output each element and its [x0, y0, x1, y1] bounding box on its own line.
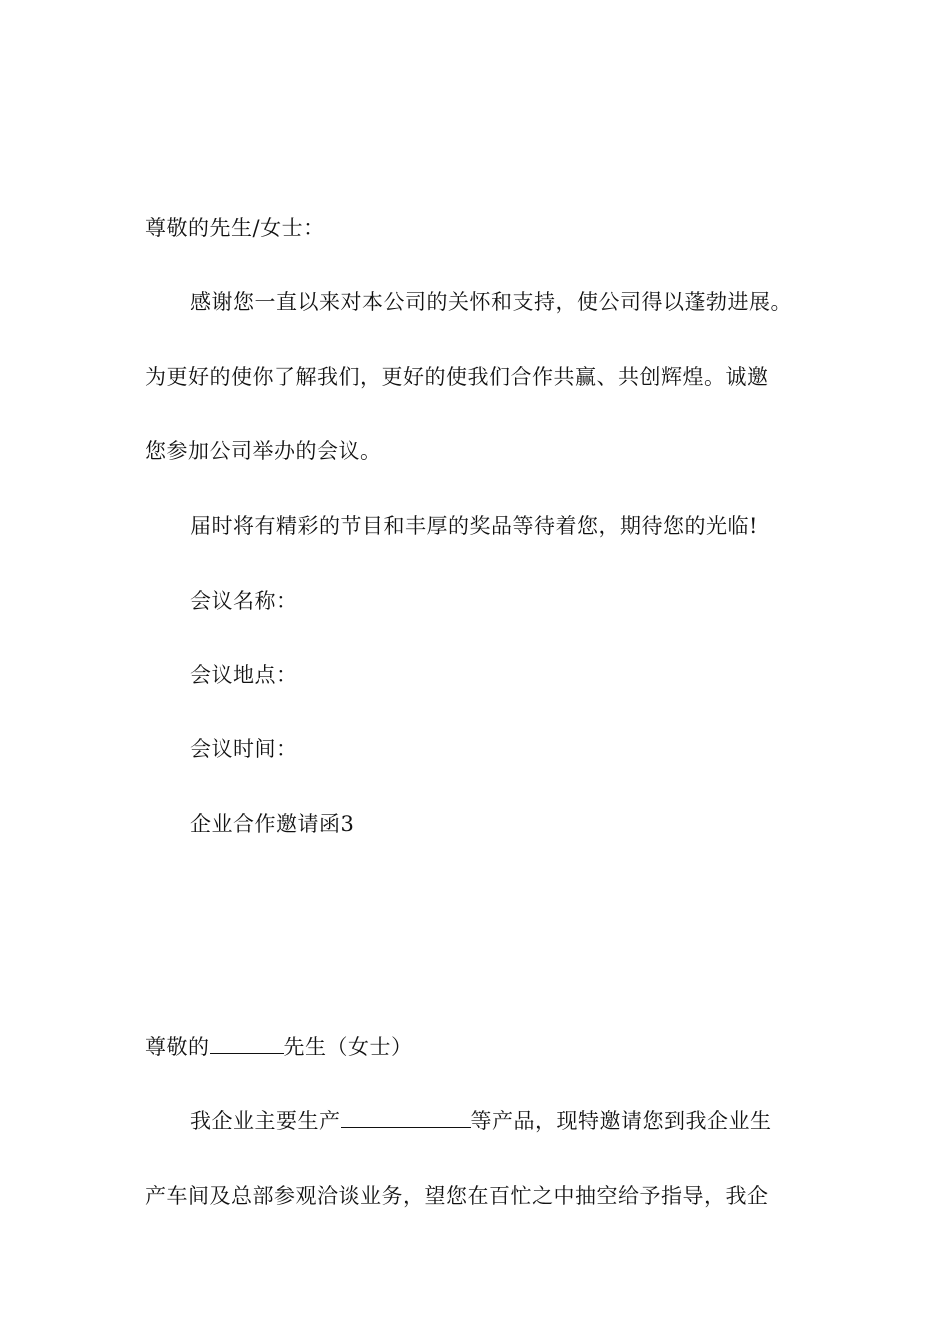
- paragraph-line: 届时将有精彩的节目和丰厚的奖品等待着您，期待您的光临!: [190, 514, 758, 538]
- salutation: 尊敬的先生/女士：: [145, 216, 325, 240]
- salutation: [145, 1033, 413, 1061]
- meeting-name-label: 会议名称：: [190, 589, 298, 613]
- paragraph-prefix: 我企业主要生产: [190, 1109, 341, 1133]
- section-heading: 企业合作邀请函3: [190, 812, 355, 836]
- product-blank: [341, 1107, 471, 1128]
- salutation-prefix: 尊敬的: [145, 1035, 210, 1059]
- paragraph-line: 您参加公司举办的会议。: [145, 439, 382, 463]
- meeting-time-label: 会议时间：: [190, 737, 298, 761]
- paragraph-line: [190, 1107, 772, 1135]
- meeting-place-label: 会议地点：: [190, 663, 298, 687]
- paragraph-line: 产车间及总部参观洽谈业务，望您在百忙之中抽空给予指导，我企: [145, 1184, 769, 1208]
- paragraph-line: 为更好的使你了解我们，更好的使我们合作共赢、共创辉煌。诚邀: [145, 365, 769, 389]
- name-blank: [210, 1033, 284, 1054]
- paragraph-line: 感谢您一直以来对本公司的关怀和支持，使公司得以蓬勃进展。: [190, 290, 792, 314]
- paragraph-suffix: 等产品，现特邀请您到我企业生: [470, 1109, 772, 1133]
- salutation-suffix: 先生（女士）: [283, 1035, 413, 1059]
